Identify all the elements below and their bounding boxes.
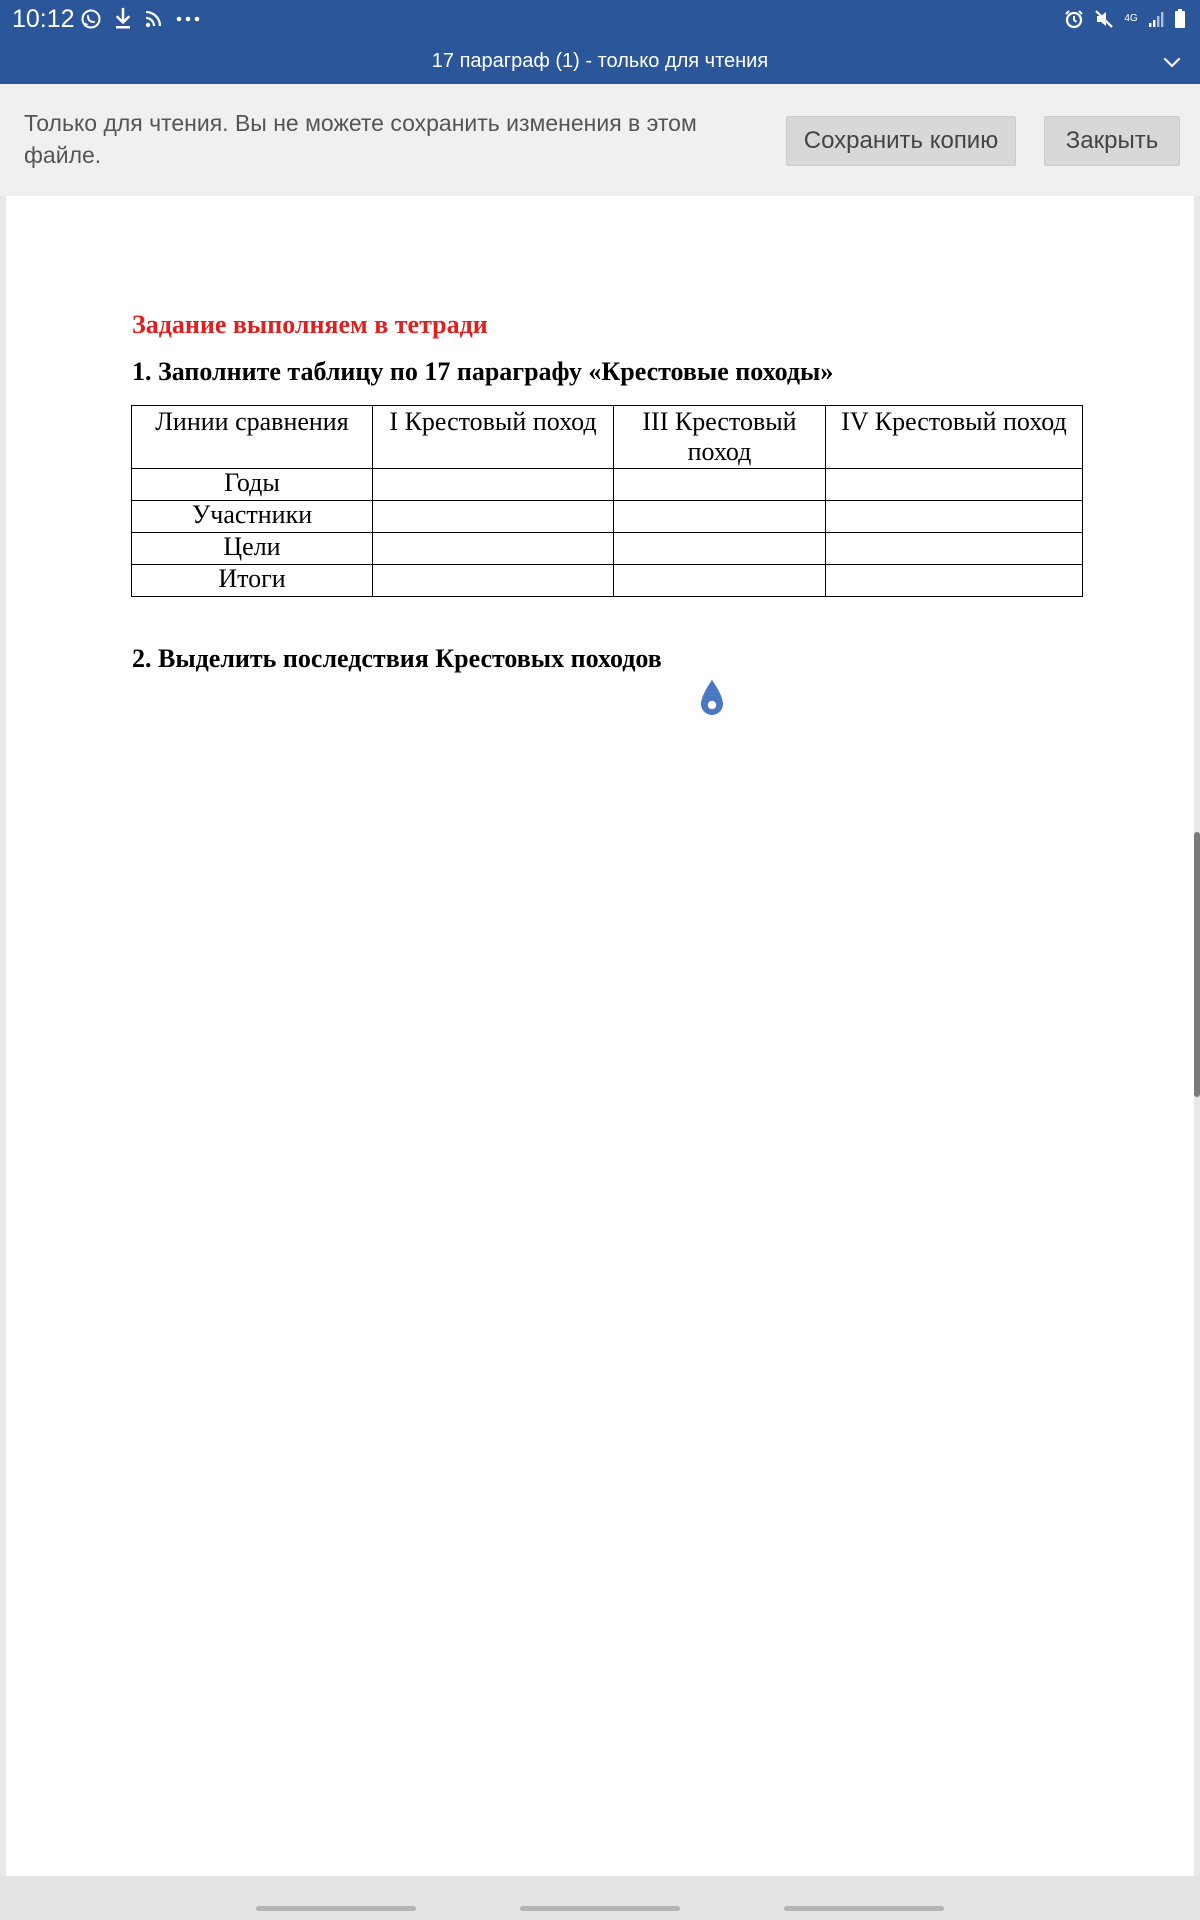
network-4g-icon: 4G: [1124, 13, 1138, 24]
question-2-heading: 2. Выделить последствия Крестовых походов: [132, 644, 662, 673]
table-row-label: Годы: [132, 469, 373, 501]
text-cursor-handle-icon[interactable]: [697, 678, 727, 722]
table-cell: [614, 533, 826, 565]
table-cell: [614, 565, 826, 597]
close-button[interactable]: Закрыть: [1044, 116, 1180, 166]
nav-home-button[interactable]: [520, 1906, 680, 1911]
app-header: [0, 0, 1200, 84]
status-time: 10:12: [12, 5, 75, 33]
save-copy-button[interactable]: Сохранить копию: [786, 116, 1016, 166]
signal-icon: [1148, 10, 1164, 28]
table-cell: [373, 501, 614, 533]
nav-back-button[interactable]: [784, 1906, 944, 1911]
table-row-label: Итоги: [132, 565, 373, 597]
download-icon: [114, 7, 132, 31]
table-row-label: Цели: [132, 533, 373, 565]
table-row: [132, 565, 1083, 597]
table-row: [132, 533, 1083, 565]
status-right-icons: [1064, 6, 1186, 32]
read-only-notice-bar: [0, 84, 1200, 196]
table-cell: [614, 501, 826, 533]
whatsapp-icon: [80, 8, 102, 30]
scrollbar-thumb[interactable]: [1194, 832, 1200, 1097]
table-row-label: Участники: [132, 501, 373, 533]
document-title: 17 параграф (1) - только для чтения: [431, 50, 769, 72]
status-left-icons: [80, 4, 202, 34]
table-cell: [826, 565, 1083, 597]
alarm-icon: [1064, 9, 1084, 29]
comparison-table: [131, 405, 1083, 597]
table-row: [132, 469, 1083, 501]
mute-icon: [1094, 9, 1114, 29]
document-page: [6, 196, 1194, 1876]
status-bar: [0, 0, 1200, 38]
document-viewport[interactable]: [0, 196, 1200, 1876]
chevron-down-icon[interactable]: [1162, 52, 1182, 72]
table-cell: [826, 533, 1083, 565]
table-cell: [614, 469, 826, 501]
more-icon: [174, 9, 202, 29]
table-header-cell: III Крестовый поход: [614, 406, 826, 469]
read-only-message: Только для чтения. Вы не можете сохранить изменения в этом файле.: [24, 110, 697, 168]
table-cell: [826, 501, 1083, 533]
nav-recent-apps-button[interactable]: [256, 1906, 416, 1911]
table-header-cell: IV Крестовый поход: [826, 406, 1083, 469]
table-cell: [373, 565, 614, 597]
table-cell: [826, 469, 1083, 501]
navigation-bar: [0, 1876, 1200, 1920]
question-1-heading: 1. Заполните таблицу по 17 параграфу «Крестовые походы»: [132, 357, 834, 386]
table-header-cell: I Крестовый поход: [373, 406, 614, 469]
table-header-row: [132, 406, 1083, 469]
task-heading: Задание выполняем в тетради: [132, 310, 488, 339]
battery-icon: [1174, 9, 1186, 29]
table-cell: [373, 533, 614, 565]
table-row: [132, 501, 1083, 533]
table-header-cell: Линии сравнения: [132, 406, 373, 469]
title-bar: [0, 44, 1200, 78]
rss-icon: [144, 9, 162, 29]
table-cell: [373, 469, 614, 501]
